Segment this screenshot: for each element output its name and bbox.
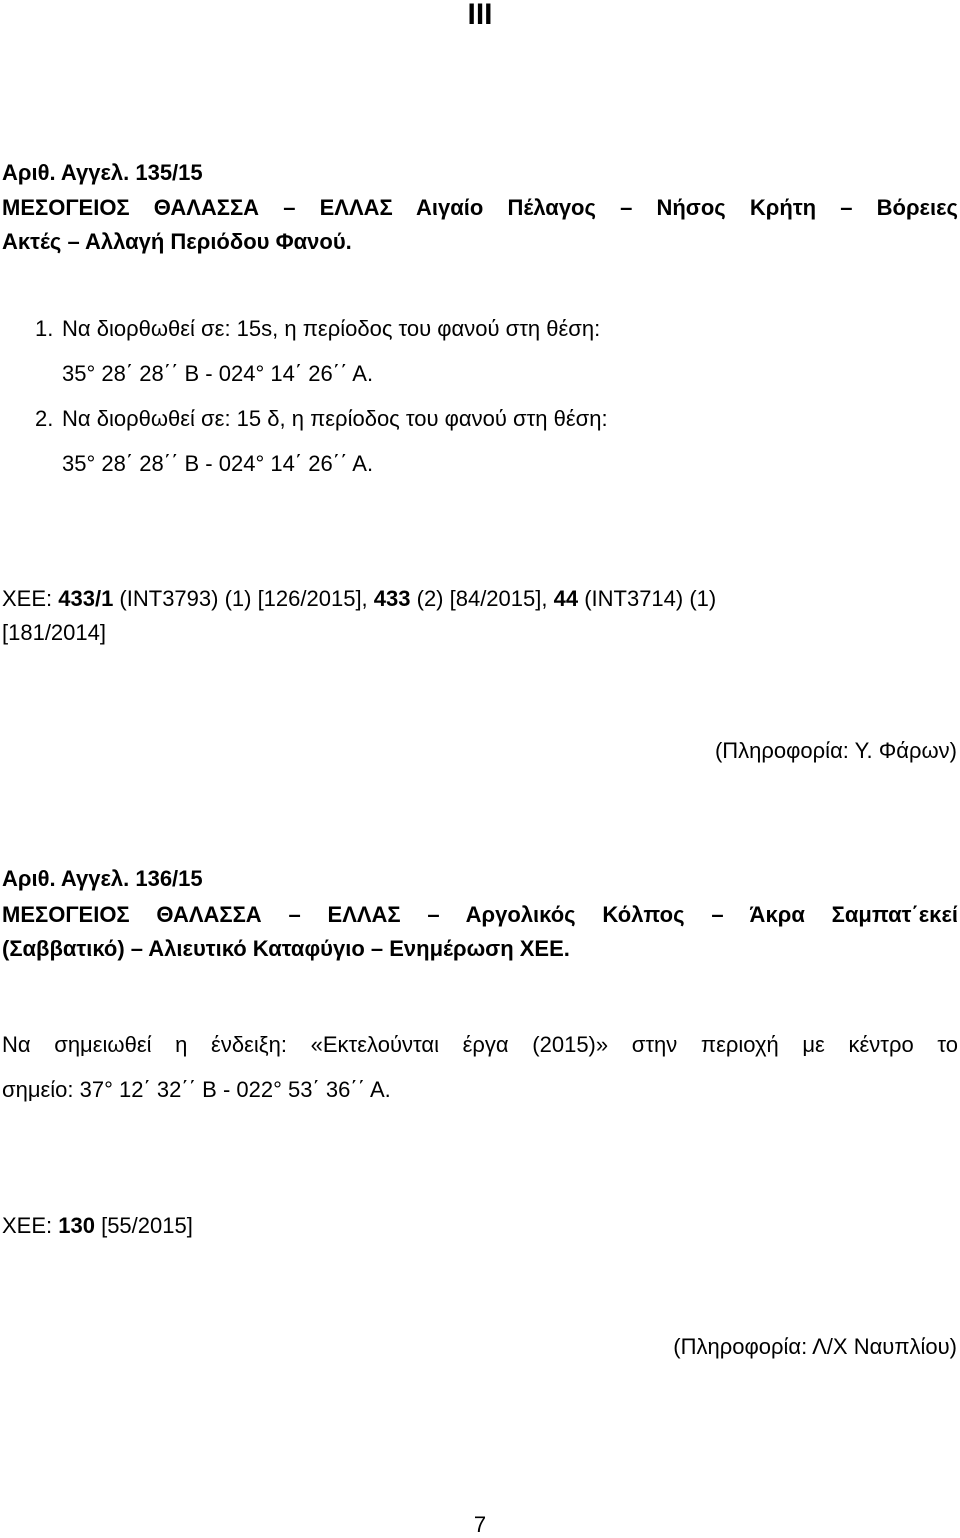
- coordinate-position: 35° 28΄ 28΄΄ Β - 024° 14΄ 26΄΄ Α.: [62, 451, 374, 476]
- chart-reference: [2, 586, 716, 612]
- notice-title-line: (Σαββατικό) – Αλιευτικό Καταφύγιο – Ενημέρωση ΧΕΕ.: [2, 936, 570, 961]
- chart-details: [55/2015]: [94, 1213, 193, 1238]
- information-source: (Πληροφορία: Λ/Χ Ναυπλίου): [673, 1334, 957, 1359]
- notice-title-line: ΜΕΣΟΓΕΙΟΣ ΘΑΛΑΣΣΑ – ΕΛΛΑΣ Αιγαίο Πέλαγος – Νήσος Κρήτη – Βόρειες: [2, 195, 958, 220]
- notice-title-line: Ακτές – Αλλαγή Περιόδου Φανού.: [2, 229, 352, 254]
- notice-title-line: ΜΕΣΟΓΕΙΟΣ ΘΑΛΑΣΣΑ – ΕΛΛΑΣ – Αργολικός Κόλπος – Άκρα Σαμπατ΄εκεί: [2, 902, 958, 927]
- list-marker: 2.: [35, 406, 54, 431]
- chart-reference-prefix: ΧΕΕ:: [2, 586, 59, 611]
- notice-body-line: σημείο: 37° 12΄ 32΄΄ Β - 022° 53΄ 36΄΄ Α.: [2, 1077, 391, 1102]
- chart-number: 44: [553, 586, 579, 611]
- chart-number: 433: [373, 586, 411, 611]
- notice-number: Αριθ. Αγγελ. 135/15: [2, 160, 203, 185]
- coordinate-position: 35° 28΄ 28΄΄ Β - 024° 14΄ 26΄΄ Α.: [62, 361, 374, 386]
- list-marker: 1.: [35, 316, 54, 341]
- page-roman-numeral: III: [467, 0, 493, 31]
- page-number: 7: [473, 1512, 487, 1537]
- information-source: (Πληροφορία: Υ. Φάρων): [714, 738, 957, 763]
- notice-number: Αριθ. Αγγελ. 136/15: [2, 866, 203, 891]
- chart-reference: [2, 1213, 193, 1239]
- chart-reference-prefix: ΧΕΕ:: [2, 1213, 59, 1238]
- list-item-text: Να διορθωθεί σε: 15s, η περίοδος του φανού στη θέση:: [62, 316, 601, 341]
- chart-details: (INT3793) (1) [126/2015],: [113, 586, 374, 611]
- notice-body-line: Να σημειωθεί η ένδειξη: «Εκτελούνται έργα (2015)» στην περιοχή με κέντρο το: [2, 1032, 958, 1057]
- chart-reference-continued: [181/2014]: [2, 620, 106, 645]
- chart-number: 130: [58, 1213, 95, 1238]
- list-item-text: Να διορθωθεί σε: 15 δ, η περίοδος του φανού στη θέση:: [62, 406, 608, 431]
- chart-number: 433/1: [58, 586, 114, 611]
- chart-details: (2) [84/2015],: [410, 586, 554, 611]
- chart-details: (INT3714) (1): [578, 586, 717, 611]
